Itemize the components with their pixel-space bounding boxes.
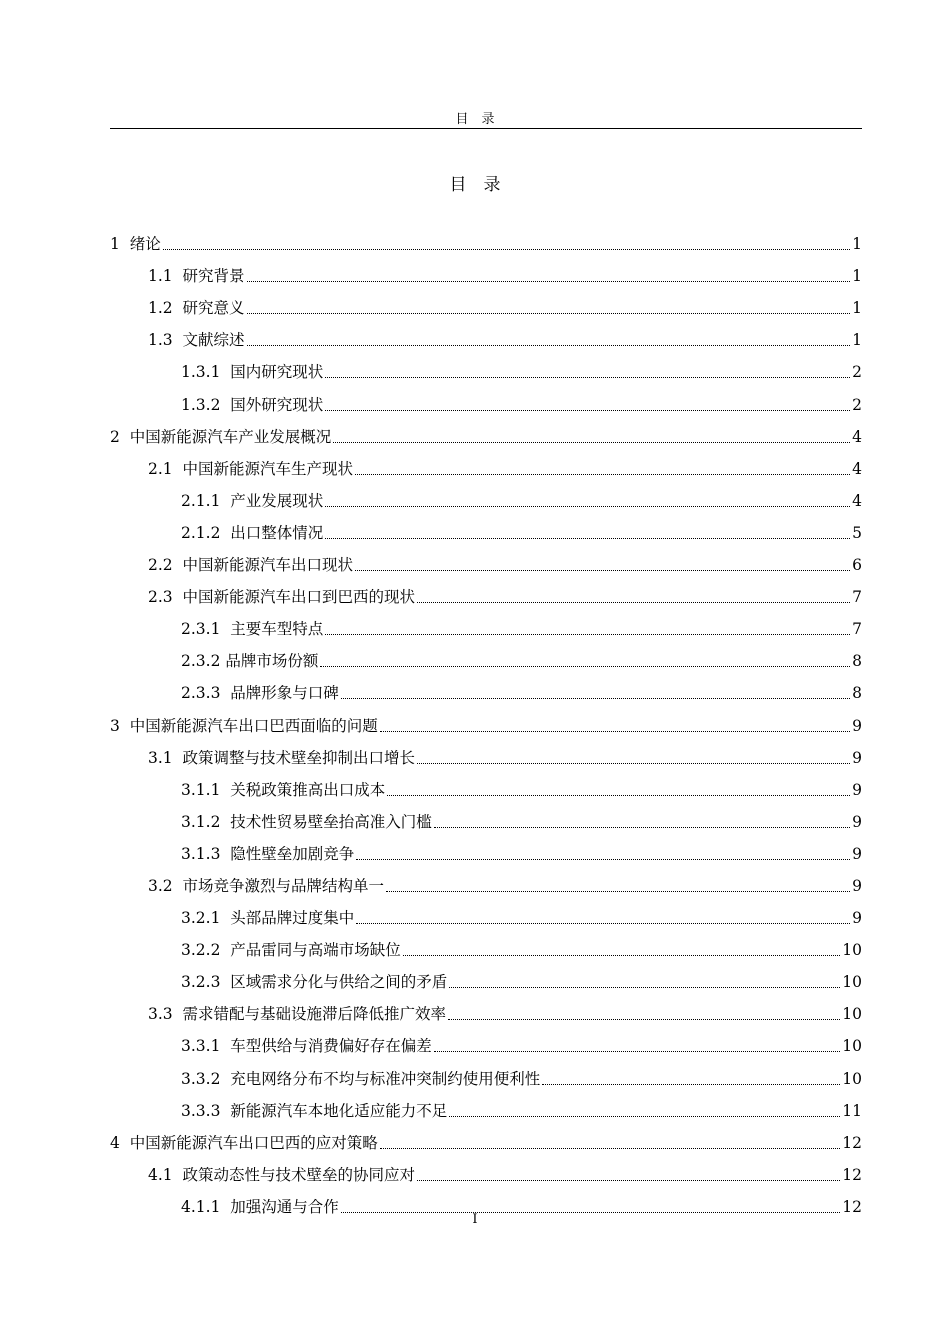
- toc-entry: [110, 447, 862, 479]
- toc-entry-number: 3.1.1: [181, 780, 231, 799]
- page-title: 目 录: [449, 175, 501, 195]
- toc-dot-leader: [434, 827, 850, 828]
- toc-entry-label: 需求错配与基础设施滞后降低推广效率: [182, 1005, 447, 1024]
- toc-dot-leader: [247, 345, 851, 346]
- toc-dot-leader: [356, 859, 850, 860]
- toc-entry-label: 中国新能源汽车出口到巴西的现状: [182, 588, 416, 607]
- toc-entry-page: 10: [842, 973, 862, 992]
- toc-dot-leader: [386, 891, 850, 892]
- toc-entry-number: 2.1: [148, 459, 183, 478]
- toc-entry-number: 2.3: [148, 588, 183, 607]
- toc-entry-number: 3.3.3: [181, 1101, 231, 1120]
- toc-dot-leader: [325, 634, 850, 635]
- toc-dot-leader: [355, 474, 850, 475]
- toc-entry: [110, 382, 862, 414]
- toc-entry-number: 3.1.2: [181, 812, 231, 831]
- toc-entry: [110, 479, 862, 511]
- toc-entry-number: 2.3.2: [181, 652, 226, 671]
- toc-entry-page: 12: [842, 1197, 862, 1216]
- toc-entry-label: 国外研究现状: [230, 395, 324, 414]
- toc-entry: [110, 222, 862, 254]
- toc-entry-label: 产业发展现状: [230, 491, 324, 510]
- toc-dot-leader: [449, 1116, 840, 1117]
- toc-entry-page: 11: [842, 1101, 862, 1120]
- toc-entry-number: 2.1.1: [181, 491, 231, 510]
- running-header: 目 录: [455, 112, 495, 127]
- toc-entry-label: 研究背景: [182, 267, 245, 286]
- toc-entry-label: 文献综述: [182, 331, 245, 350]
- toc-entry-page: 1: [852, 331, 862, 350]
- toc-entry: [110, 350, 862, 382]
- toc-entry-number: 4.1: [148, 1165, 183, 1184]
- toc-dot-leader: [380, 1148, 841, 1149]
- toc-dot-leader: [341, 698, 850, 699]
- toc-entry-label: 头部品牌过度集中: [230, 909, 355, 928]
- toc-entry: [110, 768, 862, 800]
- toc-entry: [110, 318, 862, 350]
- toc-entry-label: 中国新能源汽车产业发展概况: [129, 427, 332, 446]
- toc-entry-page: 8: [852, 684, 862, 703]
- toc-entry: [110, 671, 862, 703]
- toc-entry-label: 绪论: [129, 235, 161, 254]
- toc-entry: [110, 896, 862, 928]
- toc-entry-page: 9: [852, 844, 862, 863]
- toc-entry: [110, 703, 862, 735]
- table-of-contents: [110, 222, 862, 1217]
- toc-entry-page: 4: [852, 427, 862, 446]
- toc-entry-page: 12: [842, 1165, 862, 1184]
- toc-entry-page: 9: [852, 780, 862, 799]
- toc-entry-number: 4.1.1: [181, 1197, 231, 1216]
- toc-entry-page: 4: [852, 459, 862, 478]
- toc-entry-label: 主要车型特点: [230, 620, 324, 639]
- toc-entry-page: 2: [852, 363, 862, 382]
- toc-entry-number: 3.3.1: [181, 1037, 231, 1056]
- toc-entry-label: 出口整体情况: [230, 523, 324, 542]
- toc-entry-number: 3.1: [148, 748, 183, 767]
- toc-entry-label: 区域需求分化与供给之间的矛盾: [230, 973, 448, 992]
- toc-dot-leader: [163, 249, 850, 250]
- toc-entry-page: 1: [852, 235, 862, 254]
- toc-entry: [110, 639, 862, 671]
- toc-entry-page: 4: [852, 491, 862, 510]
- toc-dot-leader: [417, 602, 850, 603]
- toc-entry: [110, 960, 862, 992]
- toc-entry-page: 7: [852, 588, 862, 607]
- toc-entry-label: 研究意义: [182, 299, 245, 318]
- toc-entry-number: 2: [110, 427, 130, 446]
- toc-dot-leader: [355, 570, 850, 571]
- toc-dot-leader: [417, 1180, 840, 1181]
- toc-entry-number: 3.1.3: [181, 844, 231, 863]
- toc-entry-number: 3: [110, 716, 130, 735]
- toc-dot-leader: [380, 731, 850, 732]
- toc-dot-leader: [247, 313, 851, 314]
- toc-entry-label: 国内研究现状: [230, 363, 324, 382]
- toc-entry-number: 2.1.2: [181, 523, 231, 542]
- toc-entry: [110, 1153, 862, 1185]
- toc-entry-number: 3.2.3: [181, 973, 231, 992]
- toc-entry: [110, 928, 862, 960]
- toc-dot-leader: [325, 410, 850, 411]
- toc-dot-leader: [325, 506, 850, 507]
- toc-entry: [110, 575, 862, 607]
- toc-entry-number: 3.3: [148, 1005, 183, 1024]
- toc-entry-number: 1.1: [148, 267, 183, 286]
- toc-entry-label: 新能源汽车本地化适应能力不足: [230, 1101, 448, 1120]
- toc-entry: [110, 1056, 862, 1088]
- toc-entry: [110, 800, 862, 832]
- toc-entry-label: 中国新能源汽车出口现状: [182, 556, 354, 575]
- toc-entry-number: 3.2.2: [181, 941, 231, 960]
- toc-entry: [110, 286, 862, 318]
- toc-dot-leader: [387, 795, 850, 796]
- toc-entry-label: 中国新能源汽车出口巴西面临的问题: [129, 716, 378, 735]
- toc-entry-page: 12: [842, 1133, 862, 1152]
- toc-entry-page: 7: [852, 620, 862, 639]
- toc-entry-number: 1.3.2: [181, 395, 231, 414]
- toc-entry-page: 10: [842, 1069, 862, 1088]
- toc-entry-page: 9: [852, 716, 862, 735]
- toc-entry-page: 2: [852, 395, 862, 414]
- toc-entry-number: 4: [110, 1133, 130, 1152]
- toc-entry: [110, 832, 862, 864]
- toc-entry: [110, 415, 862, 447]
- toc-entry-label: 品牌市场份额: [225, 652, 319, 671]
- toc-dot-leader: [325, 377, 850, 378]
- toc-entry-number: 1.3: [148, 331, 183, 350]
- toc-entry: [110, 543, 862, 575]
- toc-entry-label: 中国新能源汽车生产现状: [182, 459, 354, 478]
- toc-entry: [110, 511, 862, 543]
- toc-entry-label: 中国新能源汽车出口巴西的应对策略: [129, 1133, 378, 1152]
- toc-entry-page: 10: [842, 941, 862, 960]
- toc-dot-leader: [320, 666, 850, 667]
- toc-entry-label: 市场竞争激烈与品牌结构单一: [182, 876, 385, 895]
- toc-entry-label: 政策动态性与技术壁垒的协同应对: [182, 1165, 416, 1184]
- toc-entry: [110, 607, 862, 639]
- toc-entry-label: 车型供给与消费偏好存在偏差: [230, 1037, 432, 1056]
- toc-entry-number: 3.2.1: [181, 909, 231, 928]
- header-rule: [110, 128, 862, 129]
- toc-entry: [110, 864, 862, 896]
- toc-entry-number: 2.2: [148, 556, 183, 575]
- toc-entry: [110, 254, 862, 286]
- toc-entry-label: 品牌形象与口碑: [230, 684, 339, 703]
- toc-entry-label: 产品雷同与高端市场缺位: [230, 941, 401, 960]
- toc-dot-leader: [448, 1019, 840, 1020]
- toc-entry-page: 6: [852, 556, 862, 575]
- toc-entry-label: 加强沟通与合作: [230, 1197, 339, 1216]
- toc-entry-label: 关税政策推高出口成本: [230, 780, 386, 799]
- toc-entry-label: 政策调整与技术壁垒抑制出口增长: [182, 748, 416, 767]
- toc-dot-leader: [449, 987, 840, 988]
- toc-entry-number: 3.2: [148, 876, 183, 895]
- toc-dot-leader: [403, 955, 840, 956]
- toc-dot-leader: [333, 442, 850, 443]
- toc-entry-label: 隐性壁垒加剧竞争: [230, 844, 355, 863]
- toc-entry-page: 10: [842, 1005, 862, 1024]
- toc-entry-number: 2.3.1: [181, 620, 231, 639]
- toc-entry-page: 9: [852, 812, 862, 831]
- toc-entry-page: 1: [852, 299, 862, 318]
- toc-dot-leader: [434, 1051, 840, 1052]
- toc-entry: [110, 1121, 862, 1153]
- toc-entry-label: 充电网络分布不均与标准冲突制约使用便利性: [230, 1069, 541, 1088]
- toc-entry-number: 2.3.3: [181, 684, 231, 703]
- toc-entry-number: 3.3.2: [181, 1069, 231, 1088]
- toc-entry-page: 10: [842, 1037, 862, 1056]
- toc-entry: [110, 1024, 862, 1056]
- toc-entry: [110, 1089, 862, 1121]
- footer-page-number: I: [472, 1212, 478, 1227]
- toc-entry-page: 9: [852, 876, 862, 895]
- toc-dot-leader: [542, 1084, 840, 1085]
- toc-dot-leader: [417, 763, 850, 764]
- toc-entry-number: 1: [110, 235, 130, 254]
- toc-entry-page: 9: [852, 748, 862, 767]
- toc-entry-page: 5: [852, 523, 862, 542]
- toc-dot-leader: [325, 538, 850, 539]
- toc-entry-page: 8: [852, 652, 862, 671]
- toc-entry-number: 1.2: [148, 299, 183, 318]
- toc-entry-page: 9: [852, 909, 862, 928]
- toc-entry-number: 1.3.1: [181, 363, 231, 382]
- toc-entry: [110, 992, 862, 1024]
- toc-entry-page: 1: [852, 267, 862, 286]
- toc-entry: [110, 736, 862, 768]
- toc-entry-label: 技术性贸易壁垒抬高准入门槛: [230, 812, 432, 831]
- toc-dot-leader: [247, 281, 851, 282]
- toc-dot-leader: [356, 923, 850, 924]
